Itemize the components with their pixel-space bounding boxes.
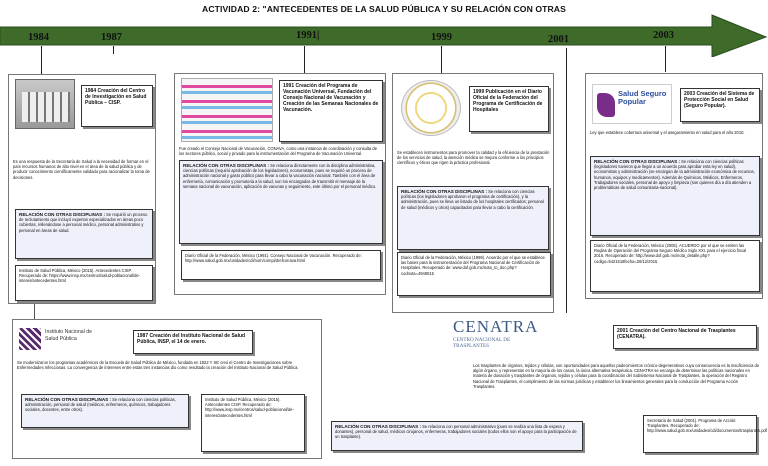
event-1999-heading: 1999 Publicación en el Diario Oficial de la Federación del Programa de Certificación de Hospitales: [469, 86, 549, 132]
event-2001-reference: Secretaría de Salud (2001). Programa de Acción: Trasplantes. Recuperado de: http://www.salud.gob.mx/unidades/cdi/documentos/trasplantes.pdf: [643, 415, 757, 453]
insp-logo: [19, 326, 101, 356]
relation-label: RELACIÓN CON OTRAS DISCIPLINAS :: [19, 212, 106, 217]
event-1987-relation: [21, 394, 189, 428]
seguro-popular-logo: [592, 84, 672, 124]
event-1999-relation: [397, 186, 549, 250]
event-1984-reference: Instituto de Salud Pública, México (2015). Antecedentes CISP. Recuperado de: https://www.insp.mx/centros/salud-poblacional/de-interes/antecedentes.html: [15, 265, 153, 301]
relation-label: RELACIÓN CON OTRAS DISCIPLINAS :: [594, 159, 681, 164]
vaccination-chart-image: [181, 78, 273, 142]
event-1999-description: Se establecen instrumentos para promover la calidad y la eficiencia de la prestación de los servicios de salud, la atención médica se mejora conforme a los principios científicos y éticos que rigen la práctica profesional.: [397, 150, 550, 166]
event-2003-reference: Diario Oficial de la Federación, México (2005). ACUERDO por el que se emiten las Reglas de Operación del Programa Seguro Médico Siglo XXI, para el ejercicio fiscal 2016. Recuperado de: http://www.dof.gob.mx/nota_detalle.php?codigo=5421518fecha=28/12/2015: [590, 240, 760, 292]
connector-1999: [441, 46, 442, 74]
relation-label: RELACIÓN CON OTRAS DISCIPLINAS :: [335, 424, 422, 429]
event-1987-heading: 1987 Creación del Instituto Nacional de Salud Pública, INSP, el 14 de enero.: [133, 330, 253, 354]
year-1999: 1999: [431, 32, 452, 43]
connector-2001: [566, 48, 567, 313]
event-1999-reference: Diario Oficial de la Federación, México (1999). Acuerdo por el que se establece las bases para la instrumentación del Programa Nacional de Certificación de Hospitales. Recuperado de: www.dof.gob.mx/nota_to_doc.php?codnota=4948515: [397, 252, 551, 296]
event-1987-description: Se modernizaron los programas académicos de la Escuela de Salud Pública de México, fundada en 1922 Y SE creó el Centro de Investigaciones sobre Enfermedades Infecciosas. La convergencia de intereses entre estas tres instancias dio como resultado la creación del Instituto Nacional de Salud Pública.: [17, 360, 299, 371]
event-2003-description: Ley que establece cobertura universal y el aseguramiento en salud para el año 2010.: [590, 130, 745, 135]
year-1984: 1984: [28, 32, 49, 43]
event-2001-heading: 2001 Creación del Centro Nacional de Trasplantes (CENATRA).: [613, 325, 757, 349]
logo-subtext: CENTRO NACIONAL DE TRASPLANTES: [453, 337, 511, 349]
event-2003-card: [585, 73, 763, 299]
year-2001: 2001: [548, 34, 569, 45]
relation-text: Se relaciona con personal administrativo (pues se realiza una lista de espera y donantes), personal de salud, médicos cirujanos, enfermeras, trabajadores sociales (todos ellos son el apoyo para la participación de un trasplante).: [335, 424, 577, 440]
event-1987-reference: Instituto de Salud Pública, México (2015). Antecedentes CISP. Recuperado de: http://www.insp.mx/centros/salud-poblacional/de-interes/antecedentes.html: [201, 394, 305, 452]
certification-seal-image: [401, 80, 461, 136]
event-1991-heading: 1991 Creación del Programa de Vacunación Universal, Fundación del Consejo Nacional de Vacunación y Creación de las Semanas Nacionales de Vacunación.: [279, 80, 383, 142]
year-1991: 1991|: [296, 30, 320, 41]
year-1987: 1987: [101, 32, 122, 43]
event-2003-heading: 2003 Creación del Sistema de Protección Social en Salud (Seguro Popular).: [680, 88, 760, 122]
relation-label: RELACIÓN CON OTRAS DISCIPLINAS :: [183, 163, 270, 168]
relation-text: Se relaciona con ciencias políticas (legisladores tuvieron que llegar a un acuerdo para aprobar esta ley en salud), economistas y administración (se encargan de la administración económica de recursos, humanos, equipos y medicamentos). Además de Químicos, Médicos, Enfermeros, Trabajadores sociales, personal de apoyo y limpieza (son quienes día a día atienden a problemáticas de salud comunitaria-nacional).: [594, 159, 755, 191]
year-2003: 2003: [653, 30, 674, 41]
event-1984-relation: [15, 209, 153, 259]
cisp-building-image: [15, 79, 75, 129]
event-1984-card: [8, 74, 156, 304]
event-1991-reference: Diario Oficial de la Federación, México (1991). Consejo Nacional de Vacunación. Recuperado de: http://www.salud.gob.mx/unidades/cdi/nom/compi/drefconava.html: [181, 250, 381, 280]
page-title: ACTIVIDAD 2: "ANTECEDENTES DE LA SALUD PÚBLICA Y SU RELACIÓN CON OTRAS: [202, 4, 566, 14]
relation-label: RELACIÓN CON OTRAS DISCIPLINAS :: [25, 397, 112, 402]
event-1984-description: Es una respuesta de la Secretaría de Salud a la necesidad de formar en el país recursos humanos de alto nivel en el área de la salud pública y de producir conocimiento científicamente validado para racionalizar la toma de decisiones.: [13, 159, 150, 180]
event-1999-card: [392, 73, 554, 313]
event-1991-card: [174, 73, 386, 295]
event-1991-description: Fue creado el Consejo Nacional de Vacunación, CONAVA, como una instancia de coordinación y consulta de los sectores público, social y privado para la instrumentación del Programa de Vacunación Universal.: [179, 146, 377, 157]
connector-1987: [113, 46, 114, 54]
connector-2003: [665, 46, 666, 72]
relation-label: RELACIÓN CON OTRAS DISCIPLINAS :: [401, 189, 488, 194]
cenatra-logo: [453, 317, 573, 357]
connector-1984: [41, 46, 42, 74]
event-2001-card: [331, 315, 767, 461]
event-1987-card: [12, 319, 322, 459]
connector-1991: [304, 46, 305, 74]
relation-text: Se requirió un proceso de reclutamiento que incluyó expertos especializados en áreas poco cubiertas, rellenándose a personal médico, personal administrativo y personal en áreas de salud.: [19, 212, 148, 233]
logo-text: Salud Seguro Popular: [618, 89, 667, 106]
event-1984-heading: 1984 Creación del Centro de Investigación en Salud Pública – CISP.: [81, 85, 153, 127]
event-2001-description: Los trasplantes de órganos, tejidos y células, son oportunidades para aquellos padecimientos crónico-degenerativos cuya consecuencia es la insuficiencia de algún órgano, y representan en la mayoría de los casos, la única alternativa terapéutica. CENATRA se encarga de determinar las políticas nacionales en materia de donación y trasplantes de órganos, tejidos y células para la coordinación del Subsistema Nacional de Trasplantes, la operación del Registro Nacional de Trasplantes, el cumplimiento de las normas jurídicas y establecer los lineamientos generales para la conducción del Programa Acción Trasplantes.: [473, 363, 760, 389]
logo-text: CENATRA: [453, 317, 539, 336]
relation-text: Se relaciona con ciencias políticas, administración, personal de salud (médicos, enfermeros, químicos, trabajadores sociales, docentes, entre otros).: [25, 397, 176, 413]
event-1991-relation: [179, 160, 383, 244]
event-2001-relation: [331, 421, 583, 451]
relation-text: Se relaciona con ciencias políticas (los legisladores aprobaron el programa de certificación), y la administración, pues se lleva un listado de los hospitales certificados; personal de salud (médicos y otros) capacitados para llevar a cabo la certificación.: [401, 189, 544, 210]
logo-text: Instituto Nacional de Salud Pública: [45, 329, 93, 342]
event-2003-relation: [590, 156, 760, 236]
relation-text: Se relaciona directamente con la disciplina administrativa, ciencias políticas (requirió aprobación de los legisladores), economistas, pues se requirió un proceso de administración nacional y gasto público para llevar a cabo la vacunación nacional. También con el área de enfermería, comunicación y promotoria a la salud, son los encargados de transmitir el mensaje de la semana nacional de vacunación, aplicación de vacunas y seguimiento, este último por el personal médico.: [183, 163, 377, 189]
